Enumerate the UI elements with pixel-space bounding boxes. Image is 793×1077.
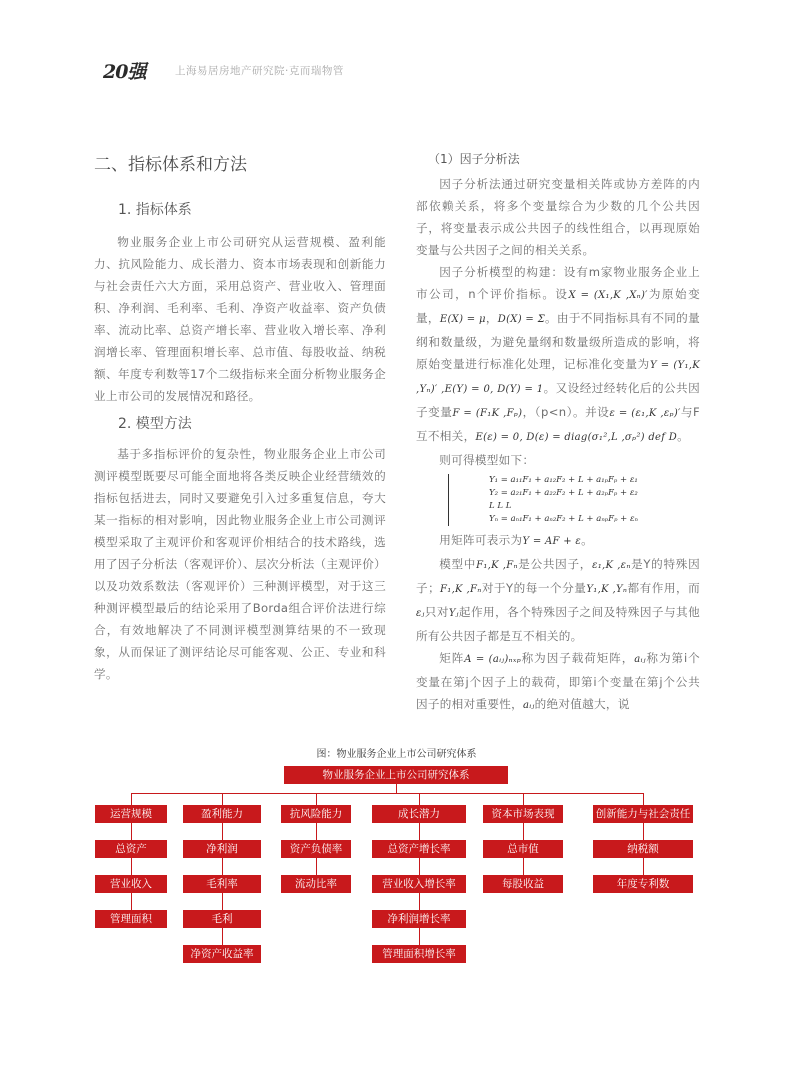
research-system-diagram [0, 762, 793, 972]
diagram-leaf: 净利润 [183, 840, 261, 858]
diagram-branch: 成长潜力 [372, 805, 466, 823]
formula-eps: ε = (ε₁,K ,εₚ)′ [609, 408, 681, 419]
subsection-title-indicator-system: 1. 指标体系 [118, 202, 192, 218]
diagram-leaf: 总资产增长率 [372, 840, 466, 858]
diagram-leaf: 净利润增长率 [372, 910, 466, 928]
paragraph-loadings: 矩阵A = (aᵢⱼ)ₙₓₚ称为因子载荷矩阵，aᵢⱼ称为第i个变量在第j个因子上的载荷，即第i个变量在第j个公共因子的相对重要性，aᵢⱼ的绝对值越大，说 [416, 651, 701, 711]
equation-4: Yₙ = aₙ₁F₁ + aₙ₂F₂ + L + aₙₚFₚ + εₙ [489, 514, 638, 524]
formula-y3: Y₁,K ,Yₙ [586, 584, 628, 595]
equation-2: Y₂ = a₂₁F₁ + a₂₂F₂ + L + a₂ₚFₚ + ε₂ [489, 488, 638, 498]
equation-system [448, 474, 700, 526]
diagram-leaf: 营业收入增长率 [372, 875, 466, 893]
connector-line [131, 823, 132, 910]
connector-line [316, 793, 317, 805]
page-header [103, 60, 344, 83]
connector-line [643, 793, 644, 805]
formula-f2: F₁,K ,Fₙ [476, 560, 518, 571]
diagram-leaf: 每股收益 [483, 875, 563, 893]
diagram-branch: 资本市场表现 [483, 805, 563, 823]
paragraph-indicator-system: 物业服务企业上市公司研究从运营规模、盈利能力、抗风险能力、成长潜力、资本市场表现和创新能力与社会责任六大方面，采用总资产、营业收入、管理面积、净利润、毛利率、毛利、净资产收益率、资产负债率、流动比率、总资产增长率、营业收入增长率、净利润增长率、管理面积增长率、总市值、每股收益、纳税额、年度专利数等17个二级指标来全面分析物业服务企业上市公司的发展情况和路径。 [94, 235, 386, 403]
diagram-leaf: 资产负债率 [281, 840, 351, 858]
formula-eps2: ε₁,K ,εₙ [592, 560, 631, 571]
formula-ej: εⱼ [416, 608, 425, 619]
connector-line [396, 784, 397, 793]
diagram-branch: 抗风险能力 [281, 805, 351, 823]
section-title: 二、指标体系和方法 [94, 155, 247, 175]
paragraph-factors: 模型中F₁,K ,Fₙ是公共因子，ε₁,K ,εₙ是Y的特殊因子；F₁,K ,Fₙ对于Y的每一个分量Y₁,K ,Yₙ都有作用，而εⱼ只对Yⱼ起作用，各个特殊因子之间及特殊因子与其他所有公共因子都是互不相关的。 [416, 557, 700, 643]
subsection-title-model-method: 2. 模型方法 [118, 416, 192, 432]
diagram-branch: 运营规模 [95, 805, 167, 823]
diagram-branch: 创新能力与社会责任 [593, 805, 693, 823]
diagram-leaf: 纳税额 [593, 840, 693, 858]
formula-yj: Yⱼ [448, 608, 459, 619]
formula-aij-2: aᵢⱼ [523, 700, 535, 711]
paragraph-model-method: 基于多指标评价的复杂性，物业服务企业上市公司测评模型既要尽可能全面地将各类反映企业经营绩效的指标包括进去，同时又要避免引入过多重复信息，夸大某一指标的相对影响，因此物业服务企业上市公司测评模型采取了主观评价和客观评价相结合的技术路线，选用了因子分析法（客观评价）、层次分析法（主观评价）以及功效系数法（客观评价）三种测评模型，对于这三种测评模型最后的结论采用了Borda组合评价法进行综合，有效地解决了不同测评模型测算结果的不一致现象，从而保证了测评结论尽可能客观、公正、专业和科学。 [94, 447, 386, 681]
diagram-leaf: 总市值 [483, 840, 563, 858]
paragraph-factor-intro: 因子分析法通过研究变量相关阵或协方差阵的内部依赖关系，将多个变量综合为少数的几个公共因子，将变量表示成公共因子的线性组合，以再现原始变量与公共因子之间的相关关系。 [416, 177, 700, 257]
diagram-leaf: 净资产收益率 [183, 945, 261, 963]
left-column [94, 148, 386, 685]
diagram-leaf: 总资产 [95, 840, 167, 858]
diagram-branch: 盈利能力 [183, 805, 261, 823]
paragraph-factor-model: 因子分析模型的构建：设有m家物业服务企业上市公司，n个评价指标。设X = (X₁,K ,Xₙ)′为原始变量，E(X) = μ，D(X) = Σ。由于不同指标具有不同的量纲和数量级，为避免量纲和数量级所造成的影响，将原始变量进行标准化处理，记标准化变量为Y = (Y₁,K ,Yₙ)′ ,E(Y) = 0, D(Y) = 1。又设经过经转化后的公共因子变量F = (F₁K ,Fₚ)，（p<n）。并设ε = (ε₁,K ,εₚ)′与F互不相关，E(ε) = 0, D(ε) = diag(σ₁²,L ,σₚ²) def D。 [416, 265, 701, 443]
paragraph-matrix: 用矩阵可表示为Y = AF + ε。 [439, 533, 593, 547]
formula-eeps: E(ε) = 0, D(ε) = diag(σ₁²,L ,σₚ²) def D [475, 432, 678, 443]
brand-logo: 20强 [103, 60, 146, 83]
diagram-title: 图：物业服务企业上市公司研究体系 [316, 749, 477, 760]
institution-name: 上海易居房地产研究院·克而瑞物管 [175, 64, 344, 77]
connector-line [222, 793, 223, 805]
diagram-leaf: 毛利率 [183, 875, 261, 893]
equation-3: L L L [489, 501, 512, 511]
connector-line [523, 793, 524, 805]
formula-dx: D(X) = Σ [497, 314, 545, 325]
diagram-leaf: 年度专利数 [593, 875, 693, 893]
formula-x: X = (X₁,K ,Xₙ)′ [568, 290, 648, 301]
equation-1: Y₁ = a₁₁F₁ + a₁₂F₂ + L + a₁ₚFₚ + ε₁ [489, 475, 638, 485]
diagram-leaf: 毛利 [183, 910, 261, 928]
paragraph-model-intro: 则可得模型如下： [439, 453, 535, 467]
diagram-leaf: 管理面积增长率 [372, 945, 466, 963]
diagram-root: 物业服务企业上市公司研究体系 [284, 766, 508, 784]
formula-ex: E(X) = μ [439, 314, 486, 325]
formula-a: A = (aᵢⱼ)ₙₓₚ [464, 654, 522, 665]
connector-line [419, 793, 420, 805]
formula-f: F = (F₁K ,Fₚ) [452, 408, 523, 419]
diagram-leaf: 管理面积 [95, 910, 167, 928]
connector-line [131, 793, 132, 805]
diagram-leaf: 流动比率 [281, 875, 351, 893]
diagram-leaf: 营业收入 [95, 875, 167, 893]
formula-matrix: Y = AF + ε [522, 536, 582, 547]
formula-f3: F₁,K ,Fₙ [440, 584, 482, 595]
right-column [416, 148, 700, 717]
formula-y: Y = (Y₁,K ,Yₙ)′ ,E(Y) = 0, D(Y) = 1 [416, 360, 701, 395]
connector-line [131, 793, 644, 794]
subsection-title-factor-analysis: （1）因子分析法 [428, 152, 520, 166]
formula-aij: aᵢⱼ [634, 654, 646, 665]
